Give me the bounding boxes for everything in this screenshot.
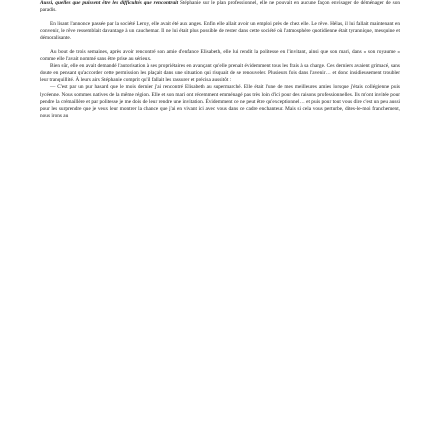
paragraph-2: En lisant l'annonce passée par la société Leroy, elle avait été aux anges. Enfin elle allait avoir un emploi près de chez elle. Le rêve. Hélas, il lui fallait maintenant en convenir, le rêve ressemblait davantage à un cauchemar. Il ne lui était plus possible de rester dans cette société où l'atmosphère quotidienne était tyrannique, mesquine et démoralisante. <box>40 21 400 42</box>
paragraph-1-text: Stéphanie sur le plan professionnel, elle ne pouvait en aucune façon envisager de déménager de son paradis. <box>40 0 400 14</box>
paragraph-5: — C'est par un pur hasard que le mois dernier j'ai rencontré Elisabeth au supermarché. Elle était l'une de mes meilleures amies lorsque j'étais collégienne puis lycéenne. Nous sommes natives de la même région. Elle et son mari ont récemment emménagé pas très loin d'ici pour des raisons professionnelles. Ils m'ont invitée pour pendre la crémaillère et par politesse je me dois de leur rendre une invitation. Évidemment ce ne peut être qu'exceptionnel… et puis pour tout vous dire c'est un peu aussi pour les surprendre que je veux leur montrer la chance que j'ai en vivant ici avec vous dans ce cadre enchanteur. Mais si cela vous perturbe, dites-le-moi franchement, nous irons au <box>40 84 400 119</box>
paragraph-3: Au bout de trois semaines, après avoir rencontré son amie d'enfance Elisabeth, elle lui rendit la politesse en l'invitant, ainsi que son mari, dans « son royaume » comme elle l'avait nommé sans être prise au sérieux. <box>40 49 400 63</box>
paragraph-1-bold-fragment: Aussi, quelles que puissent être les difficultés que rencontrait <box>40 0 179 6</box>
document-page <box>40 0 400 120</box>
paragraph-1 <box>40 0 400 14</box>
paragraph-4: Bien sûr, elle en avait demandé l'autorisation à ses propriétaires en avançant qu'elle prenait évidemment tous les frais à sa charge. Ces derniers avaient grimacé, sans doute en pensant qu'accorder cette permission les plaçait dans une situation qui risquait de se renouveler. Plusieurs fois dans l'avenir… et donc insidieusement troubler leur tranquillité. À leurs airs Stéphanie comprit qu'il fallait les rassurer et précisa aussitôt : <box>40 63 400 84</box>
